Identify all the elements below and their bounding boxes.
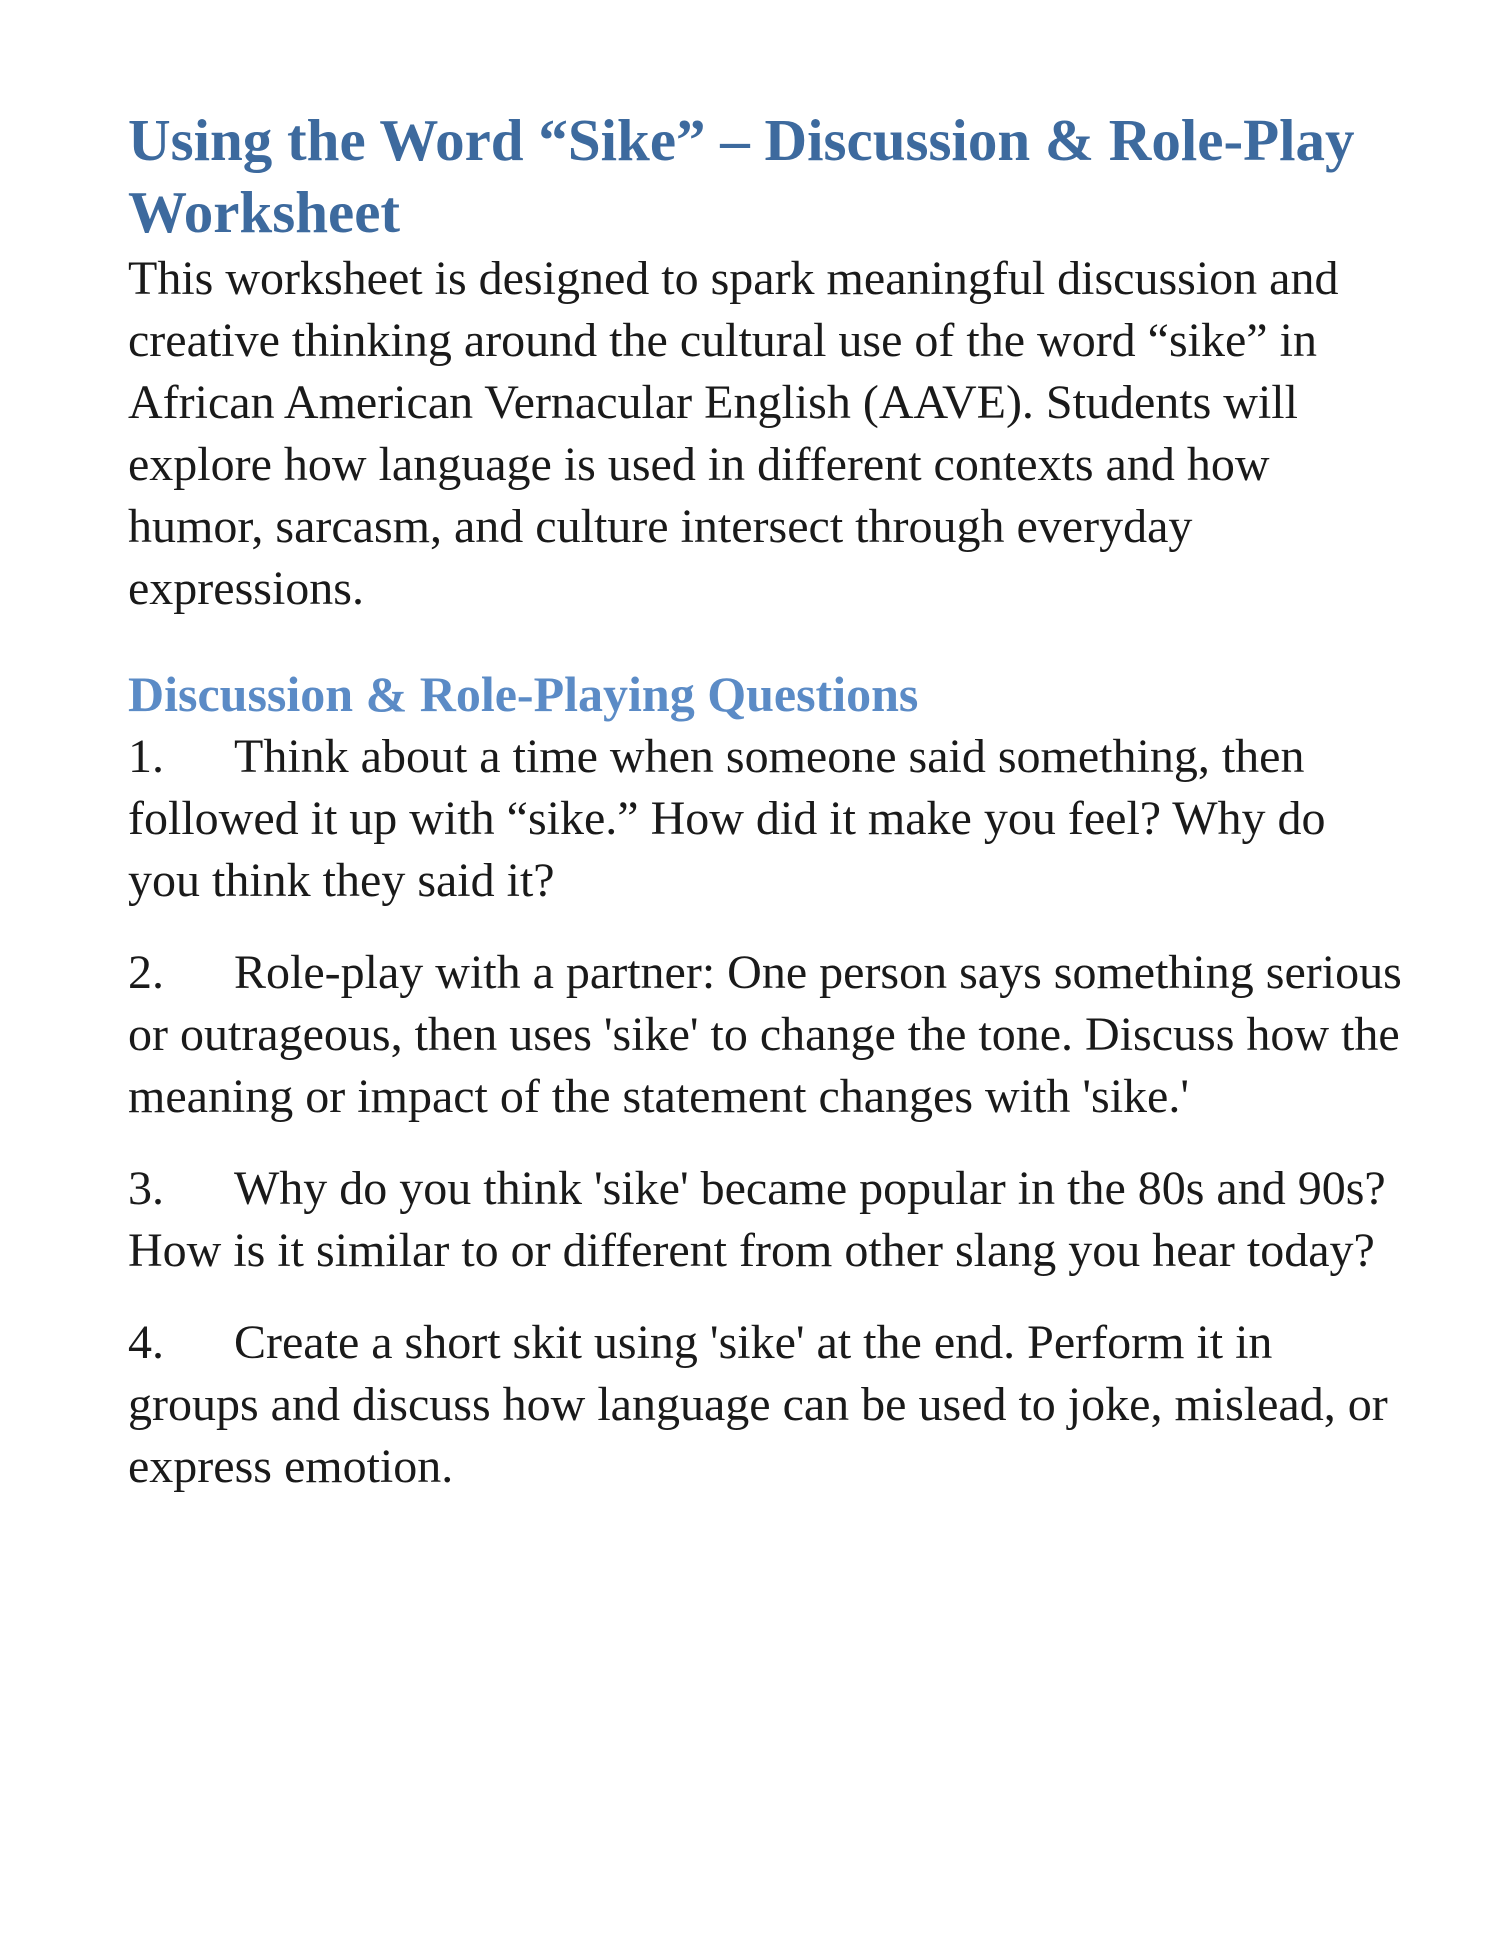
- question-text: Create a short skit using 'sike' at the end. Perform it in groups and discuss how language can be used to joke, mislead, or express emotion.: [128, 1316, 1388, 1493]
- intro-paragraph: This worksheet is designed to spark meaningful discussion and creative thinking around the cultural use of the word “sike” in African American Vernacular English (AAVE). Students will explore how language is used in different contexts and how humor, sarcasm, and culture intersect through everyday expressions.: [128, 252, 1339, 615]
- section-heading: Discussion & Role-Playing Questions: [128, 666, 919, 722]
- question-number: 2.: [128, 946, 164, 999]
- questions-list: [128, 726, 1405, 1498]
- question-number: 3.: [128, 1162, 164, 1215]
- question-number: 1.: [128, 730, 164, 783]
- question-item: [128, 1312, 1405, 1498]
- question-item: [128, 726, 1405, 912]
- question-text: Role-play with a partner: One person says something serious or outrageous, then uses 'sike' to change the tone. Discuss how the meaning or impact of the statement changes with 'sike.': [128, 946, 1402, 1123]
- worksheet-title: Using the Word “Sike” – Discussion & Role-Play Worksheet: [128, 107, 1355, 245]
- question-text: Think about a time when someone said something, then followed it up with “sike.” How did it make you feel? Why do you think they said it?: [128, 730, 1326, 907]
- question-number: 4.: [128, 1316, 164, 1369]
- question-item: [128, 942, 1405, 1128]
- question-item: [128, 1158, 1405, 1282]
- question-text: Why do you think 'sike' became popular in the 80s and 90s? How is it similar to or different from other slang you hear today?: [128, 1162, 1386, 1277]
